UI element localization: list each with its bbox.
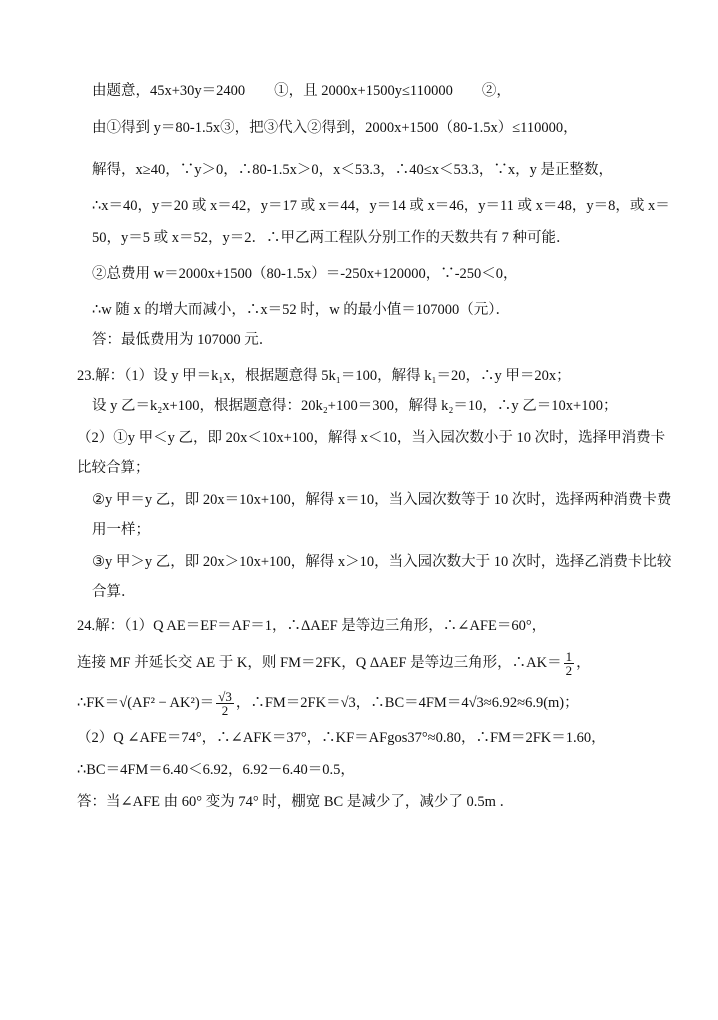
text-line: 由题意，45x+30y＝2400 ①，且 2000x+1500y≤110000 ②， [92,83,511,99]
text-line: ∴x＝40，y＝20 或 x＝42，y＝17 或 x＝44，y＝14 或 x＝46，y＝11 或 x＝48，y＝8，或 x＝ [92,198,670,214]
fraction-numerator: 1 [565,649,573,664]
text-line [77,690,579,717]
text-line: 50，y＝5 或 x＝52，y＝2．∴甲乙两工程队分别工作的天数共有 7 种可能． [92,230,571,246]
text-line: （2）Q ∠AFE＝74°，∴∠AFK＝37°，∴KF＝AFgos37°≈0.80，∴FM＝2FK＝1.60， [77,730,606,746]
text-line: 答：当∠AFE 由 60° 变为 74° 时，棚宽 BC 是减少了，减少了 0.5m ． [77,794,515,810]
text-segment: ∴FK＝√(AF² − AK²)＝ [77,694,215,711]
text-line: 答：最低费用为 107000 元． [92,332,274,348]
text-line: 比较合算； [77,460,150,476]
text-segment: ，∴FM＝2FK＝√3，∴BC＝4FM＝4√3≈6.92≈6.9(m)； [235,694,579,711]
text-line: ③y 甲＞y 乙，即 20x＞10x+100，解得 x＞10，当入园次数大于 10 次时，选择乙消费卡比较 [92,554,672,570]
text-line: ∴w 随 x 的增大而减小，∴x＝52 时，w 的最小值＝107000（元）． [92,302,511,318]
fraction-denominator: 2 [221,703,229,718]
text-line [77,650,591,677]
text-segment: 连接 MF 并延长交 AE 于 K，则 FM＝2FK，Q ΔAEF 是等边三角形，∴AK＝ [77,654,562,671]
text-segment: ， [576,654,591,671]
text-line: 24.解：（1）Q AE＝EF＝AF＝1，∴ΔAEF 是等边三角形，∴∠AFE＝60°， [77,618,547,634]
fraction-denominator: 2 [565,663,573,678]
text-line: 由①得到 y＝80-1.5x③，把③代入②得到，2000x+1500（80-1.5x）≤110000， [92,120,578,136]
fraction-numerator: √3 [218,689,232,704]
fraction [216,690,234,717]
text-line: （2）①y 甲＜y 乙，即 20x＜10x+100，解得 x＜10，当入园次数小于 10 次时，选择甲消费卡 [77,430,666,446]
text-line: 用一样； [92,522,150,538]
text-line: 23.解：（1）设 y 甲＝k₁x，根据题意得 5k₁＝100，解得 k₁＝20，∴y 甲＝20x； [77,368,571,384]
text-line: ∴BC＝4FM＝6.40＜6.92，6.92－6.40＝0.5， [77,762,355,778]
text-line: 解得，x≥40，∵y＞0，∴80-1.5x＞0，x＜53.3，∴40≤x＜53.3，∵x，y 是正整数， [92,162,613,178]
text-line: ②总费用 w＝2000x+1500（80-1.5x）＝-250x+120000，∵-250＜0， [92,266,518,282]
text-line: 合算． [92,584,136,600]
fraction [564,650,575,677]
text-line: ②y 甲＝y 乙，即 20x＝10x+100，解得 x＝10，当入园次数等于 10 次时，选择两种消费卡费 [92,492,672,508]
text-line: 设 y 乙＝k₂x+100，根据题意得：20k₂+100＝300，解得 k₂＝10，∴y 乙＝10x+100； [92,398,618,414]
